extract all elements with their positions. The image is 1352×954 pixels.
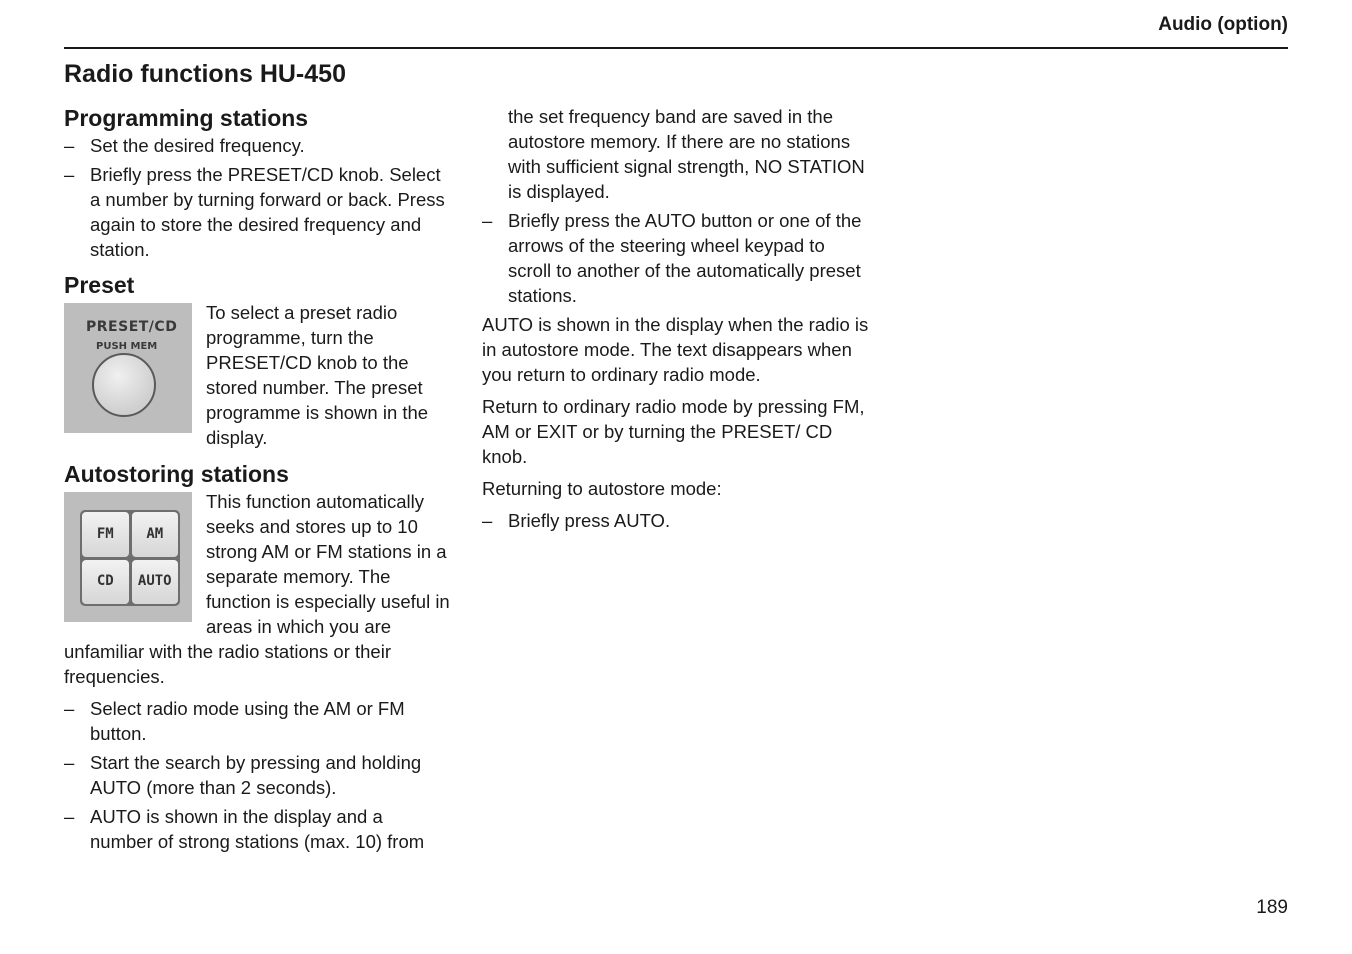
am-key: AM (132, 512, 179, 557)
step-text: Select radio mode using the AM or FM button. (90, 698, 405, 744)
step-text: Start the search by pressing and holding AUTO (more than 2 seconds). (90, 752, 422, 798)
autostoring-heading: Autostoring stations (64, 461, 289, 487)
page-number: 189 (1256, 897, 1288, 918)
final-steps (482, 508, 872, 533)
list-item (64, 750, 450, 800)
preset-section (64, 300, 450, 457)
column-right (482, 104, 872, 537)
dash-bullet: – (64, 698, 75, 719)
knob-sublabel: PUSH MEM (96, 341, 158, 352)
list-item (64, 804, 450, 854)
keypad (80, 510, 180, 606)
dash-bullet: – (482, 510, 493, 531)
programming-steps (64, 133, 450, 262)
dash-bullet: – (64, 806, 75, 827)
preset-text: To select a preset radio programme, turn the PRESET/CD knob to the stored number. The preset programme is shown in the display. (206, 302, 429, 448)
dash-bullet: – (482, 210, 493, 231)
dash-bullet: – (64, 752, 75, 773)
column-left (64, 103, 450, 858)
autostoring-intro: This function automatically seeks and stores up to 10 strong AM or FM stations in a separate memory. The function is especially useful in areas in which you are unfamiliar with the radio stations or their frequencies. (64, 491, 450, 687)
list-item (482, 508, 872, 533)
autostoring-steps-b (482, 104, 872, 308)
autostoring-section (64, 489, 450, 689)
page-title: Radio functions HU-450 (64, 60, 346, 88)
preset-knob-image (64, 303, 192, 433)
returning-label: Returning to autostore mode: (482, 478, 722, 499)
header-rule (64, 47, 1288, 49)
return-para: Return to ordinary radio mode by pressing FM, AM or EXIT or by turning the PRESET/ CD knob. (482, 396, 865, 467)
dash-bullet: – (64, 164, 75, 185)
list-item (64, 162, 450, 262)
cd-key: CD (82, 560, 129, 605)
auto-key: AUTO (132, 560, 179, 605)
list-item (482, 208, 872, 308)
autostore-keypad-image (64, 492, 192, 622)
step-text-continued: the set frequency band are saved in the autostore memory. If there are no stations with sufficient signal strength, NO STATION is displayed. (508, 106, 865, 202)
knob-icon (92, 353, 156, 417)
fm-key: FM (82, 512, 129, 557)
autostore-para: AUTO is shown in the display when the radio is in autostore mode. The text disappears when you return to ordinary radio mode. (482, 314, 869, 385)
step-text: Briefly press AUTO. (508, 510, 671, 531)
step-text: Set the desired frequency. (90, 135, 305, 156)
autostoring-steps-a (64, 696, 450, 854)
preset-heading: Preset (64, 272, 135, 298)
dash-bullet: – (64, 135, 75, 156)
programming-heading: Programming stations (64, 105, 309, 131)
step-text: Briefly press the PRESET/CD knob. Select a number by turning forward or back. Press again to store the desired frequency and station. (90, 164, 445, 260)
step-text: AUTO is shown in the display and a number of strong stations (max. 10) from (90, 806, 425, 852)
list-item (64, 133, 450, 158)
list-item-continued (482, 104, 872, 204)
running-header: Audio (option) (1158, 14, 1288, 35)
list-item (64, 696, 450, 746)
step-text: Briefly press the AUTO button or one of the arrows of the steering wheel keypad to scroll to another of the automatically preset stations. (508, 210, 862, 306)
knob-label: PRESET/CD (86, 319, 178, 335)
